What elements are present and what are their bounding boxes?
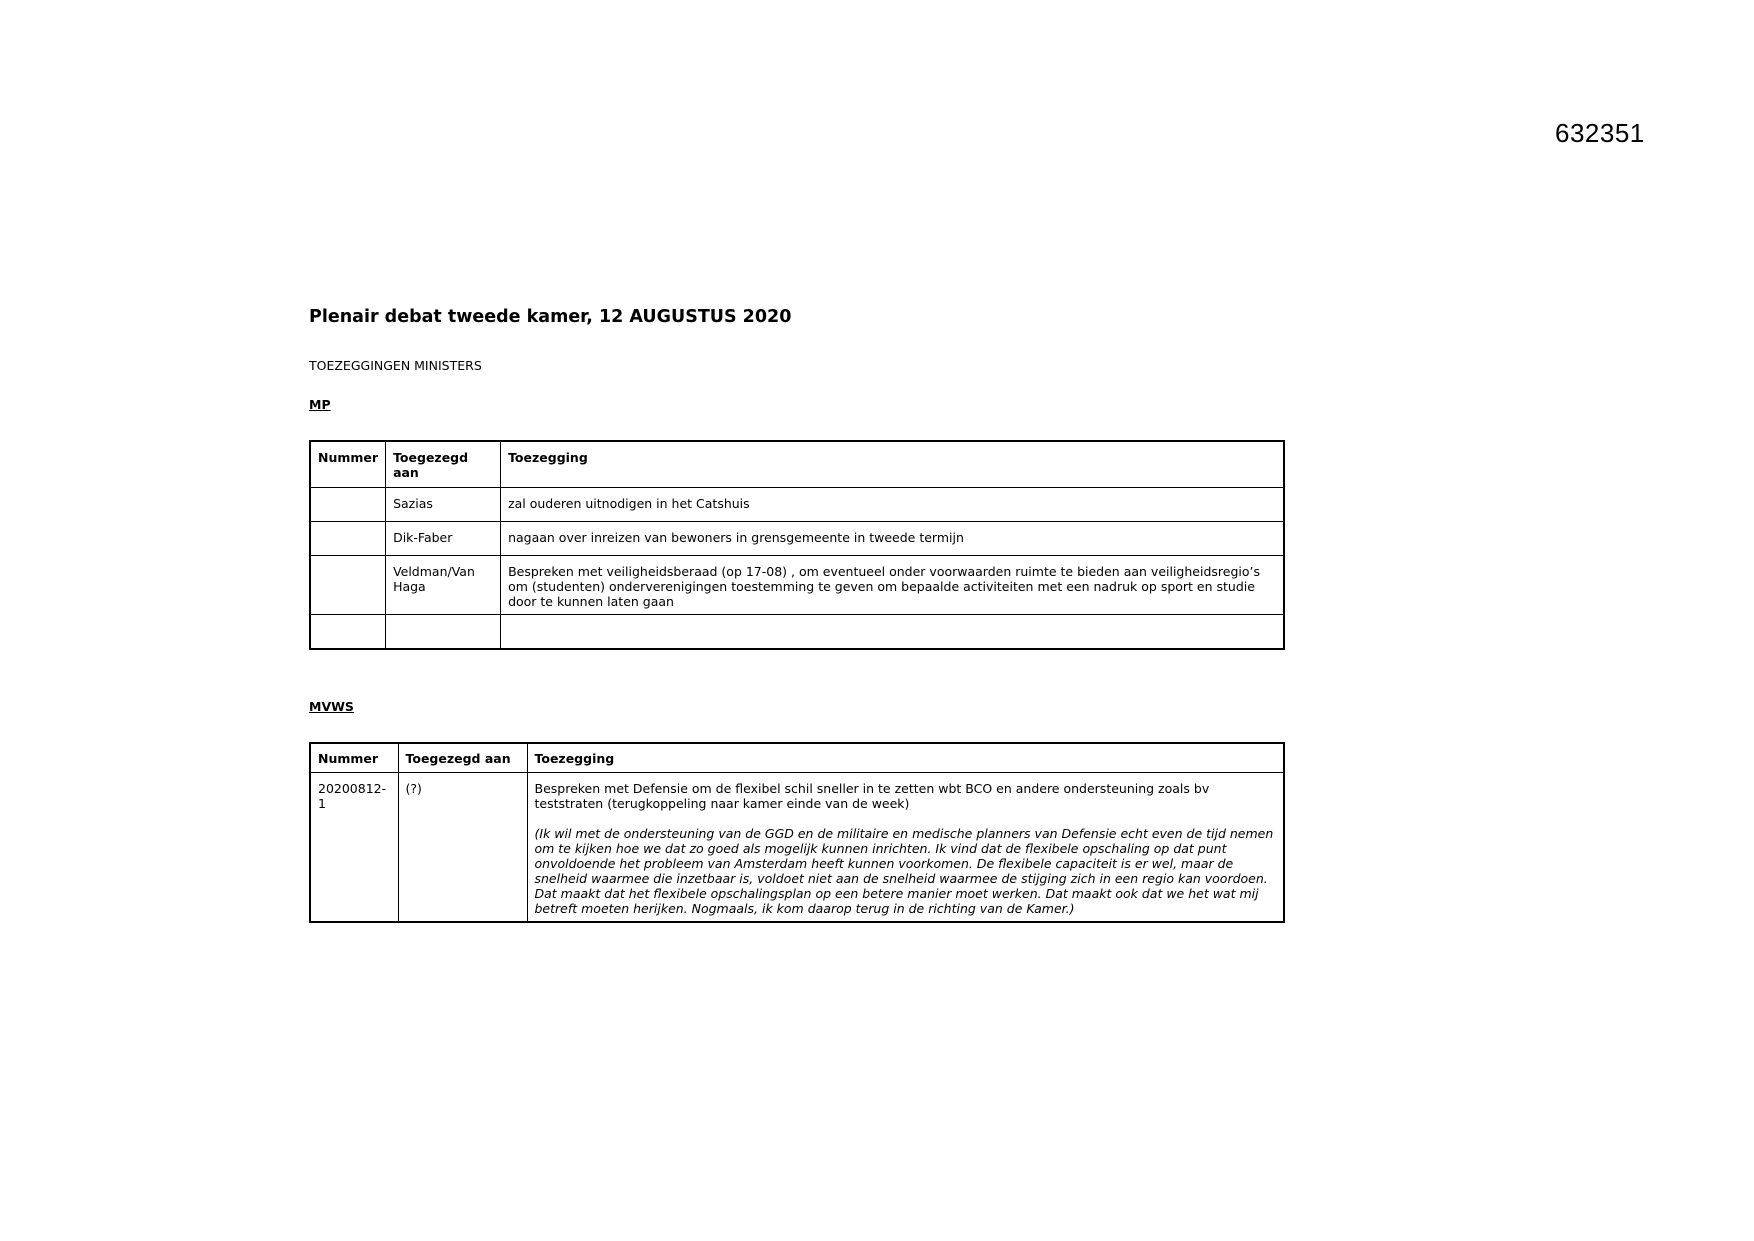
cell-toegezegd-aan: Sazias: [386, 488, 501, 522]
column-header-nummer: Nummer: [310, 441, 386, 488]
table-row: [310, 488, 1284, 522]
page-title: Plenair debat tweede kamer, 12 AUGUSTUS 2020: [309, 307, 792, 327]
table-header-row: [310, 743, 1284, 773]
cell-toegezegd-aan: [386, 615, 501, 650]
cell-toezegging: [501, 615, 1284, 650]
column-header-toezegging: Toezegging: [527, 743, 1284, 773]
cell-toezegging: Bespreken met veiligheidsberaad (op 17-08) , om eventueel onder voorwaarden ruimte te bieden aan veiligheidsregio’s om (studenten) onderverenigingen toestemming te geven om bepaalde activiteiten met een nadruk op sport en studie door te kunnen laten gaan: [501, 556, 1284, 615]
column-header-toezegging: Toezegging: [501, 441, 1284, 488]
document-number: 632351: [1555, 118, 1645, 148]
column-header-nummer: Nummer: [310, 743, 398, 773]
section-heading-mvws: MVWS: [309, 699, 354, 714]
table-header-row: [310, 441, 1284, 488]
table-row: [310, 773, 1284, 923]
table-row: [310, 556, 1284, 615]
section-heading-mp: MP: [309, 397, 331, 412]
column-header-toegezegd-aan: Toegezegd aan: [386, 441, 501, 488]
column-header-toegezegd-aan: Toegezegd aan: [398, 743, 527, 773]
cell-toegezegd-aan: Veldman/Van Haga: [386, 556, 501, 615]
table-row-empty: [310, 615, 1284, 650]
cell-nummer: [310, 488, 386, 522]
cell-nummer: [310, 615, 386, 650]
table-row: [310, 522, 1284, 556]
toezegging-note: (Ik wil met de ondersteuning van de GGD en de militaire en medische planners van Defensie echt even de tijd nemen om te kijken hoe we dat zo goed als mogelijk kunnen inrichten. Ik vind dat de flexibele opschaling op dat punt onvoldoende het probleem van Amsterdam heeft kunnen voorkomen. De flexibele capaciteit is er wel, maar de snelheid waarmee die inzetbaar is, voldoet niet aan de snelheid waarmee de stijging zich in een regio kan voordoen. Dat maakt dat het flexibele opschalingsplan op een betere manier moet werken. Dat maakt ook dat we het wat mij betreft moeten herijken. Nogmaals, ik kom daarop terug in de richting van de Kamer.): [534, 826, 1274, 916]
cell-toezegging: zal ouderen uitnodigen in het Catshuis: [501, 488, 1284, 522]
cell-nummer: [310, 556, 386, 615]
cell-toezegging: [527, 773, 1284, 923]
cell-toegezegd-aan: (?): [398, 773, 527, 923]
cell-nummer: [310, 522, 386, 556]
mp-commitments-table: [309, 440, 1285, 650]
cell-toezegging: nagaan over inreizen van bewoners in grensgemeente in tweede termijn: [501, 522, 1284, 556]
page-subtitle: TOEZEGGINGEN MINISTERS: [309, 358, 482, 373]
toezegging-text: Bespreken met Defensie om de flexibel schil sneller in te zetten wbt BCO en andere ondersteuning zoals bv teststraten (terugkoppeling naar kamer einde van de week): [534, 781, 1210, 811]
cell-toegezegd-aan: Dik-Faber: [386, 522, 501, 556]
mvws-commitments-table: [309, 742, 1285, 923]
cell-nummer: 20200812-1: [310, 773, 398, 923]
